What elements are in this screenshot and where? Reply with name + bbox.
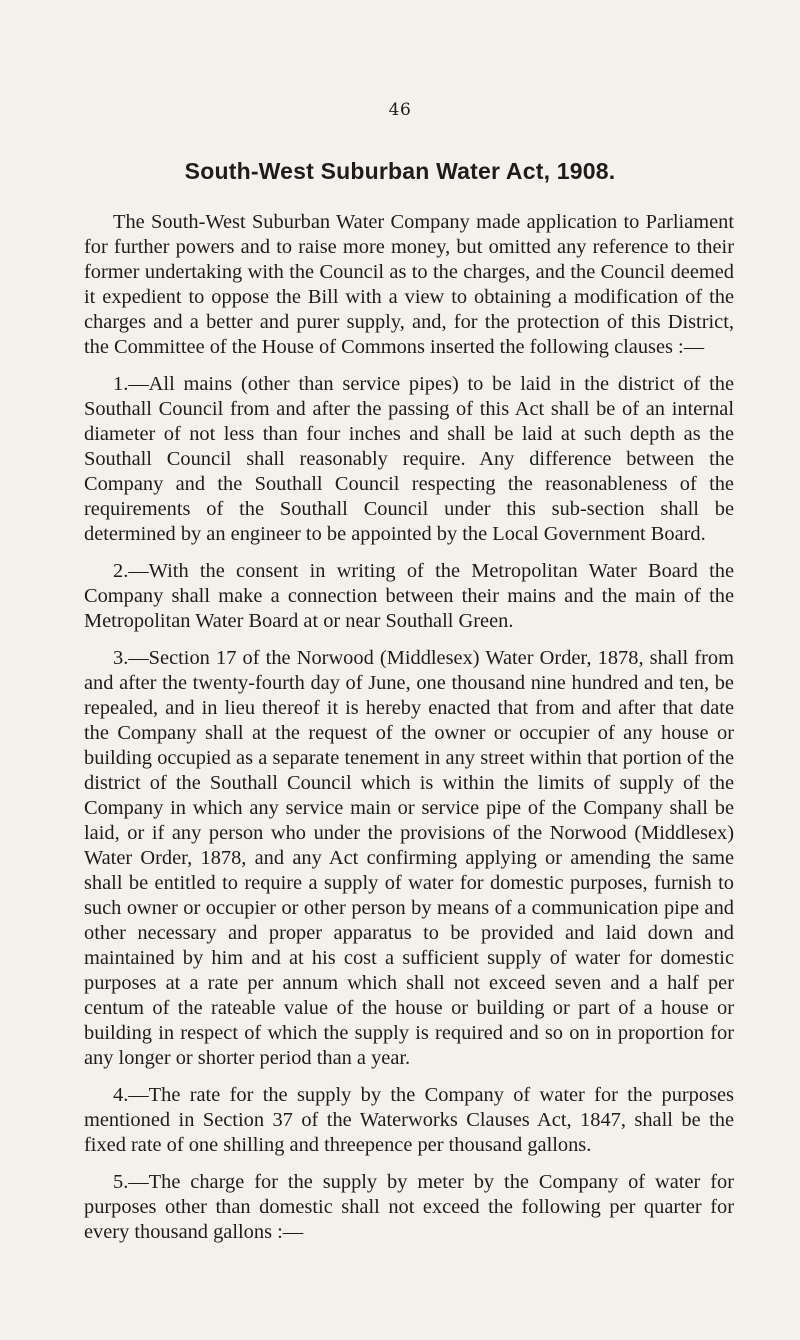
clause-5-paragraph: 5.—The charge for the supply by meter by the Company of water for purposes other than domestic shall not exceed the following per quarter for every thousand gallons :— [84,1171,734,1243]
section-title: South-West Suburban Water Act, 1908. [184,158,616,184]
clause-2-paragraph: 2.—With the consent in writing of the Metropolitan Water Board the Company shall make a connection between their mains and the main of the Metropolitan Water Board at or near Southall Green. [84,560,734,632]
clause-4-paragraph: 4.—The rate for the supply by the Company of water for the purposes mentioned in Section 37 of the Waterworks Clauses Act, 1847, shall be the fixed rate of one shilling and threepence per thousand gallons. [84,1084,734,1156]
document-body [84,210,734,1257]
clause-1-paragraph: 1.—All mains (other than service pipes) to be laid in the district of the Southall Council from and after the passing of this Act shall be of an internal diameter of not less than four inches and shall be laid at such depth as the Southall Council shall reasonably require. Any difference between the Company and the Southall Council respecting the reasonableness of the requirements of the Southall Council under this sub-section shall be determined by an engineer to be appointed by the Local Government Board. [84,373,734,545]
clause-3-paragraph: 3.—Section 17 of the Norwood (Middlesex) Water Order, 1878, shall from and after the twenty-fourth day of June, one thousand nine hundred and ten, be repealed, and in lieu thereof it is hereby enacted that from and after that date the Company shall at the request of the owner or occupier of any house or building occupied as a separate tenement in any street within that portion of the district of the Southall Council which is within the limits of supply of the Company in which any service main or service pipe of the Company shall be laid, or if any person who under the provisions of the Norwood (Middlesex) Water Order, 1878, and any Act confirming applying or amending the same shall be entitled to require a supply of water for domestic purposes, furnish to such owner or occupier or other person by means of a communication pipe and other necessary and proper apparatus to be provided and laid down and maintained by him and at his cost a sufficient supply of water for domestic purposes at a rate per annum which shall not exceed seven and a half per centum of the rateable value of the house or building or part of a house or building in respect of which the supply is required and so on in proportion for any longer or shorter period than a year. [84,647,734,1069]
intro-paragraph: The South-West Suburban Water Company made application to Parliament for further powers and to raise more money, but omitted any reference to their former undertaking with the Council as to the charges, and the Council deemed it expedient to oppose the Bill with a view to obtaining a modification of the charges and a better and purer supply, and, for the protection of this District, the Committee of the House of Commons inserted the following clauses :— [84,211,734,358]
page-number: 46 [388,100,412,120]
